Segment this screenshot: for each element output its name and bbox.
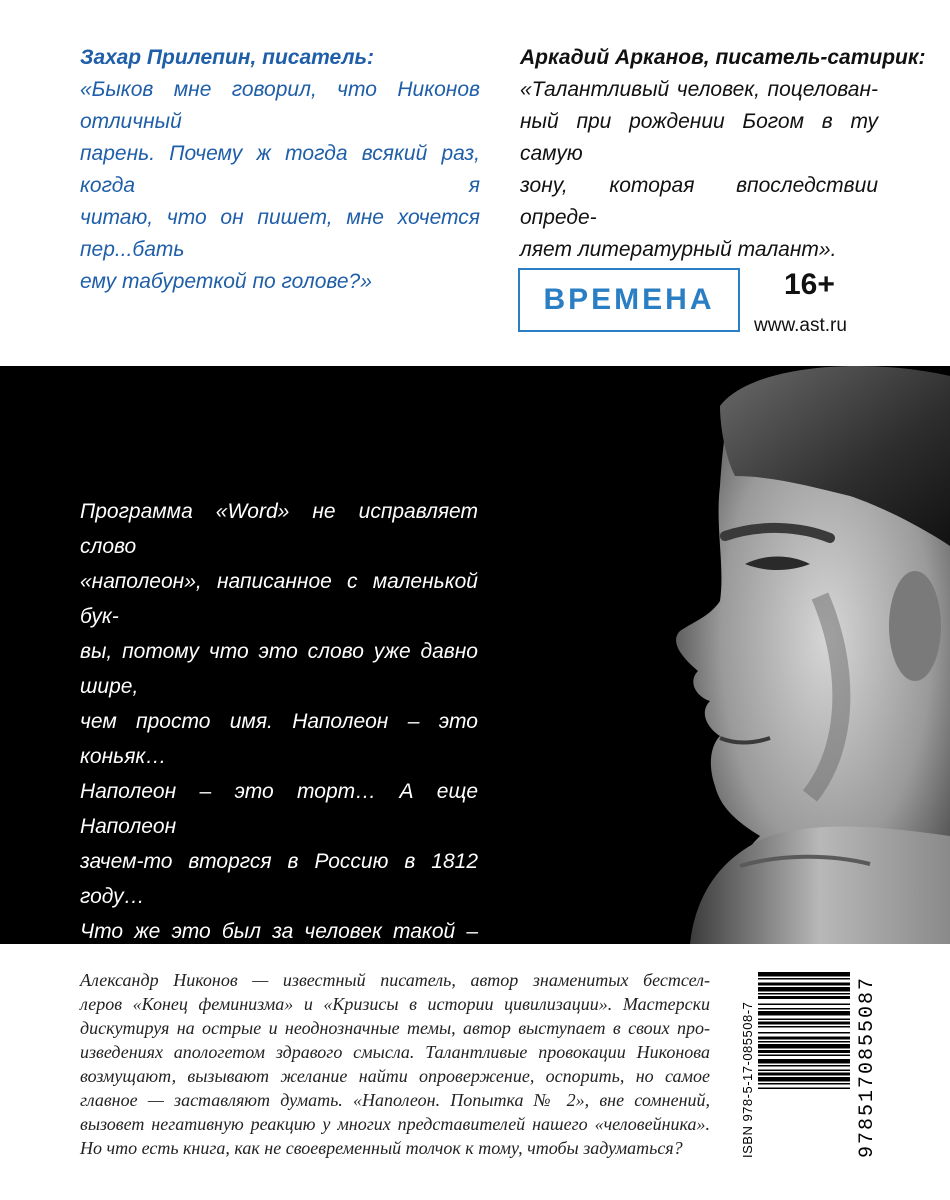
barcode-bar (758, 1065, 850, 1067)
barcode-bar (758, 1050, 850, 1053)
publisher-logo (518, 268, 740, 332)
quote-left-author: Захар Прилепин, писатель: (80, 46, 375, 69)
barcode-bar (758, 983, 850, 986)
barcode (738, 970, 878, 1158)
barcode-bar (758, 1073, 850, 1076)
publisher-logo-text: ВРЕМЕНА (543, 283, 715, 316)
author-blurb (80, 968, 710, 1160)
age-rating: 16+ (784, 268, 835, 301)
band-line: Что же это был за человек такой – (80, 920, 478, 943)
barcode-bar (758, 1044, 850, 1049)
quote-left-line: ему табуреткой по голове?» (80, 270, 372, 293)
band-line: Наполеон – это торт… А еще Наполеон (80, 780, 478, 838)
barcode-bar (758, 1019, 850, 1021)
barcode-bar (758, 1059, 850, 1064)
barcode-bar (758, 1070, 850, 1072)
band-line: «наполеон», написанное с маленькой бук- (80, 570, 478, 628)
barcode-bar (758, 1041, 850, 1043)
barcode-bar (758, 1004, 850, 1006)
barcode-bar (758, 1037, 850, 1040)
quote-left-line: «Быков мне говорил, что Никонов отличный (80, 78, 480, 133)
band-line: Программа «Word» не исправляет слово (80, 500, 478, 558)
barcode-bar (758, 996, 850, 999)
band-line: зачем-то вторгся в Россию в 1812 году… (80, 850, 478, 908)
barcode-bar (758, 1077, 850, 1082)
quote-left-line: читаю, что он пишет, мне хочется пер...бать (80, 206, 480, 261)
ean-digits: 9785170855087 (856, 975, 879, 1158)
barcode-bar (758, 1032, 850, 1034)
isbn-text: ISBN 978-5-17-085508-7 (740, 1001, 755, 1158)
blurb-line: возмущают, вызывают желание найти опровержение, оспорить, но самое (80, 1066, 710, 1086)
band-line: чем просто имя. Наполеон – это коньяк… (80, 710, 478, 768)
publisher-website: www.ast.ru (754, 315, 847, 336)
barcode-bar (758, 978, 850, 980)
quote-left-text (80, 74, 480, 298)
quote-right-line: ляет литературный талант». (520, 238, 837, 261)
author-portrait (520, 366, 950, 944)
barcode-bar (758, 1088, 850, 1090)
barcode-bar (758, 1083, 850, 1085)
quote-right-line: «Талантливый человек, поцелован- (520, 78, 878, 101)
barcode-bar (758, 1011, 850, 1016)
quote-right-text (520, 74, 878, 266)
blurb-line: изведениях апологетом здравого смысла. Талантливые провокации Никонова (80, 1042, 710, 1062)
quote-right-line: ный при рождении Богом в ту самую (520, 110, 878, 165)
band-text (80, 494, 478, 944)
quote-right-author: Аркадий Арканов, писатель-сатирик: (520, 46, 926, 69)
barcode-bar (758, 1022, 850, 1025)
quote-left-line: парень. Почему ж тогда всякий раз, когда я (80, 142, 480, 197)
blurb-line: леров «Конец феминизма» и «Кризисы в истории цивилизации». Мастерски (80, 994, 710, 1014)
blurb-line: Но что есть книга, как не своевременный толчок к тому, чтобы задуматься? (80, 1138, 683, 1158)
barcode-bar (758, 1055, 850, 1057)
blurb-line: главное — заставляют думать. «Наполеон. Попытка № 2», вне сомнений, (80, 1090, 710, 1110)
barcode-bar (758, 972, 850, 977)
barcode-bar (758, 993, 850, 995)
barcode-bars (758, 970, 850, 1158)
barcode-bar (758, 1026, 850, 1028)
quote-right-line: зону, которая впоследствии опреде- (520, 174, 878, 229)
blurb-line: дискутируя на острые и неоднозначные темы, автор выступает в своих про- (80, 1018, 710, 1038)
blurb-line: вызовет негативную реакцию у многих представителей нашего «человейника». (80, 1114, 710, 1134)
barcode-bar (758, 1008, 850, 1010)
photo-band (0, 366, 950, 944)
blurb-line: Александр Никонов — известный писатель, автор знаменитых бестсел- (80, 970, 710, 990)
barcode-bar (758, 987, 850, 992)
band-line: вы, потому что это слово уже давно шире, (80, 640, 478, 698)
